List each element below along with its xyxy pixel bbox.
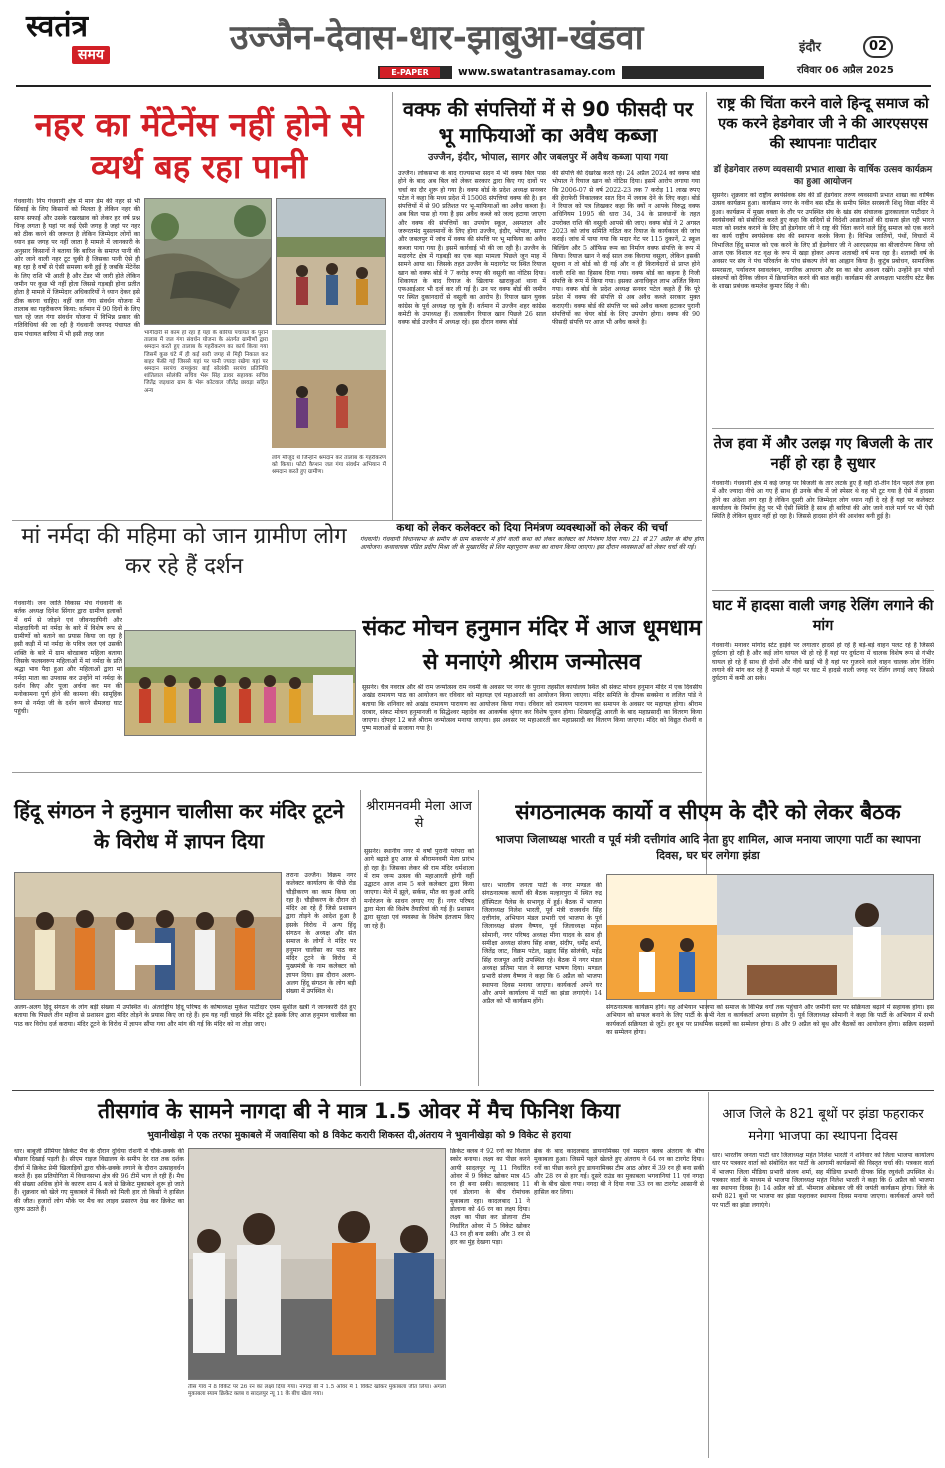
bjp-body-left: धार। भारतीय जनता पार्टी के नगर मण्डल की संगठनात्मक कार्यों की बैठक मल्हारपुरा में स्थित रुद्र हॉस्पिटल पैलेस के सभागृह में हुई। बैठक में भाजपा जिलाध्यक्ष निलेश भारती, पूर्व मंत्री राजवर्धन सिंह दत्तीगांव, अभियान मंडल प्रभारी एवं भाजपा के पूर्व जिलाध्यक्ष संजय वैष्णव, पूर्व जिलाध्यक्ष महेश सोमानी, नगर परिषद अध्यक्ष मीना यादव के साथ ही समीक्षा अध्यक्ष संजय सिंह शक्त, संदीप, धर्मेंद्र शर्मा, जितेंद्र जाट, विक्रम पटेल, प्रह्लाद सिंह सोलंकी, महेंद्र सिंह राजपूत आदि उपस्थित रहे। बैठक में नगर मंडल अध्यक्ष प्रतिमा पाल ने स्वागत भाषण दिया। मण्डल प्रभारी संजय वैष्णव ने कहा कि 6 अप्रैल को भाजपा स्थापना दिवस मनाया जाएगा। कार्यकर्ता अपने घर और अपने कार्यालय में पार्टी का झंडा लगाएंगे। 14 अप्रैल को भी कार्यक्रम होंगे।: [482, 882, 602, 1006]
rss-subhead: डॉ हेडगेवार तरुण व्यवसायी प्रभात शाखा के वार्षिक उत्सव कार्यक्रम का हुआ आयोजन: [713, 165, 933, 187]
ramnavami-headline[interactable]: श्रीरामनवमी मेला आज से: [366, 799, 472, 831]
waqf-body-col2: की संपत्ति की देखरेख करते रहे। 24 अप्रैल 2024 को वक्फ बोर्ड भोपाल ने रियाज खान को नोटिस दिया। इसमें आरोप लगाया गया कि 2006-07 से वर्ष 2022-23 तक 7 करोड़ 11 लाख रुपए की हेराफेरी निकालकर सात दिन में जवाब देने के लिए कहा। बोर्ड ने रियाज को पत्र लिखकर कहा कि क्यों न आपके विरुद्ध वक्फ अधिनियम 1995 की धारा 34, 34 के प्रावधानों के तहत उपरोक्त राशि की वसूली आपसे की जाए। वक्फ बोर्ड ने 2 अगस्त 2023 को जांच समिति गठित कर रियाज के कार्यकाल की जांच कराई। जांच में पाया गया कि मदार गेट पर 115 दुकानें, 2 स्कूल बिल्डिंग और 5 ऑफिस रूम का निर्माण वक्फ संपत्ति के रूप में किया। रियाज खान ने कई साल तक किराया वसूला, लेकिन इसकी सूचना न तो बोर्ड को दी गई और न ही किरायेदारों से प्राप्त होने वाली राशि का हिसाब दिया गया। वक्फ बोर्ड का कहना है निजी संपत्ति के रूप में किया गया। इसका अनाधिकृत लाभ अर्जित किया गया। वक्फ बोर्ड के प्रदेश अध्यक्ष सनवर पटेल कहते हैं कि पूरे प्रदेश में वक्फ की संपत्ति से अब अवैध कब्जे सरकार मुक्त कराएगी। वक्फ बोर्ड की संपत्ति पर बसे अवैध कब्जा हटाकर पुरानी संपत्तियों का चेयर बोर्ड के लिए उपयोग होगा। वक्फ की 90 फीसदी संपत्ति पर आज भी अवैध कब्जे है।: [552, 170, 700, 327]
ghat-body: गंधवानी। मनावर मांगोद स्टेट हाईवे पर लगातार हादसे हो रहे हैं बड़े-बड़े वाहन पलट रहे हैं जिससे दुर्घटना हो रही है और कई लोग घायल भी हो रहे हैं यहां पर दुर्घटना में चालक विशेष रूप से गंभीर घायल हो रहे हैं साथ ही दोनों और नीचे खाई भी है यहां पर गुजरने वाले वाहन चालक लोग रेलिंग लगाने की मांग कर रहे हैं मामले में यहां पर घाट में हादसे वाली जगह पर रेलिंग लगाई जाए जिससे दुर्घटना में कमी आ सके।: [712, 642, 934, 683]
cricket-body-mid: क्रिकेट क्लब ने 92 रनों का विशाल स्कोर बनाया। लक्ष्य का पीछा करने आयी सादलपुर न्यू 11 निर्धारित ओवर में 9 विकेट खोकर मात्र 45 रन ही बना सकी। कादलबाद 11 एवं डोलाना के बीच रोमांचक मुकाबला रहा। कादलबाद 11 ने डोलाना को 46 रन का लक्ष्य दिया। लक्ष्य का पीछा कर डोलाना टीम निर्धारित ओवर में 5 विकेट खोकर 43 रन ही बना सकी। और 3 रन से हार का मुंह देखना पड़ा।: [450, 1148, 530, 1247]
sangathan-body-bottom: अलग-अलग हिंदू संगठन के लोग बड़ी संख्या में उपस्थित थे। अंतर्राष्ट्रीय हिंदू परिषद के कोषाध्यक्ष मुकेश पाटीदार एवम सुशील खत्री ने जानकारी देते हुए बताया कि पिछले तीन महीना से प्रशासन द्वारा मंदिर तोड़ने के प्रयास किए जा रहे हैं। हम यह नहीं चाहते कि मंदिर टूटे इसके लिए आज हनुमान चालीसा का पाठ कर विरोध दर्ज कराया। मंदिर टूटने के विरोध में ज्ञापन सौंपा गया और मांग की गई कि मंदिर को ना तोड़ा जाए।: [14, 1004, 356, 1028]
canal-photo-2: [276, 198, 386, 325]
ramnavami-body: सुसनेर। स्थानीय नगर में वर्षों पुरानी परंपरा को आगे बढ़ाते हुए आज से श्रीरामनवमी मेला प्रारंभ हो रहा है। जिसका लेकर श्री राम मंदिर धर्मशाला में राम जन्म उत्सव की महाआरती होगी वहीं उद्घाटन आज शाम 5 बजे कलेक्टर द्वारा किया जाएगा। मेले में झूले, सर्कस, मौत का कुआं आदि मनोरंजन के साधन लगाए गए हैं। नगर परिषद द्वारा मेला की विशेष तैयारियां की गई हैं। प्रशासन द्वारा सुरक्षा एवं व्यवस्था के विशेष इंतजाम किए जा रहे हैं।: [364, 848, 474, 930]
bjp-body-right: संगठनात्मक कार्यक्रम होंगे। यह अभियान भाजपा को समाज के विभिन्न वर्गों तक पहुंचाने और जमीनी स्तर पर सक्रियता बढ़ाने में सहायक होगा। इस अभियान को सफल बनाने के लिए पार्टी के सभी नेता व कार्यकर्ता अपना सहयोग दें। पूर्व जिलाध्यक्ष सोमानी ने कहा कि पार्टी के अभियान में सभी कार्यकर्ता सक्रियता से जुटें। हर बूथ पर प्राथमिक सदस्यों का सम्मेलन होगा। 8 और 9 अप्रैल को बूथ और बैठकों का आयोजन होगा। सक्रिय सदस्यों का सम्मेलन होगा।: [606, 1004, 934, 1036]
cricket-body-left: धार। बाबूजी प्रीमियर क्रिकेट मैच के दौरान दुधिया रोशनी में चौके-छक्के की बौछार दिखाई पड़ती है। सीएम राइज विद्यालय के समीप देर रात तक दर्शक दीर्घा में क्रिकेट प्रेमी खिलाड़ियों द्वारा चौके-छक्के लगाने के दौरान उत्साहवर्धन करते हैं। इस प्रतियोगिता में विधानसभा क्षेत्र की 96 टीमें भाग ले रही हैं। मैच की संख्या अधिक होने के कारण शाम 4 बजे से क्रिकेट मुकाबले शुरू हो जाते हैं। शुक्रवार को खेले गए मुकाबले में किसी को मिली हार तो किसी ने हासिल की जीत। हजारों लोग मौके पर मैच का लाइव प्रसारण देख कर क्रिकेट का लुत्फ उठाते हैं।: [14, 1148, 184, 1214]
edition-title: उज्जैन-देवास-धार-झाबुआ-खंडवा: [230, 18, 644, 58]
masthead: [0, 0, 945, 86]
sangathan-body-right: तराना उज्जैन। विक्रम नगर कलेक्टर कार्यालय के पीछे रोड चौड़ीकरण का काम किया जा रहा है। चौड़ीकरण के दौरान दो मंदिर आ रहे हैं जिसे प्रशासन द्वारा तोड़ने के आदेश हुआ है इसके विरोध में अन्य हिंदू संगठन के अध्यक्ष और संत समाज के लोगों ने मंदिर पर हनुमान चालीसा का पाठ कर मंदिर टूटने के विरोध में मुख्यमंत्री के नाम कलेक्टर को ज्ञापन दिया। इस दौरान अलग-अलग हिंदू संगठन के लोग बड़ी संख्या में उपस्थित थे।: [286, 872, 356, 996]
logo-line-1: स्वतंत्र: [26, 9, 89, 44]
logo-line-2: समय: [72, 46, 110, 64]
canal-body: गंधवानी। निप गंधवानी क्षेत्र में मान डेम की नहर से भी सिंचाई के लिए किसानों को मिलता है लेकिन नहर की साफ सफाई और उसके रखरखाव को लेकर हर वर्ष प्रश्न चिन्ह लगता है यहां पर कई ऐसी जगह है जहां पर नहर को ठीक करने की जरूरत है लेकिन जिम्मेदार लोगों का ध्यान इस जगह पर नहीं जाता है मामले में जानकारी के अनुसार किसानों ने बताया कि बारिश के समाप्त पानी की ओर जाने वाली नहर टूट चुकी है जिसका पानी ऐसे ही बह रहा है वर्षों से ऐसी समस्या बनी हुई है जबकि मेंटेनेंस के लिए राशि भी आती है और टेंडर भी जारी होते लेकिन जमीन पर कुछ भी नहीं होता जिससे गड़बड़ी होना प्रतीत होता है मामले में जिम्मेदार अधिकारियों ने ध्यान देकर इसे ठीक करना चाहिए। वहीं जल गंगा संवर्धन योजना में तालाब का गहरीकरण किया: वर्तमान में 90 दिनों के लिए चल रहे जल गंगा संवर्धन योजना में विभिन्न प्रकार की गतिविधियां की जा रही है गंधवानी जनपद पंचायत की ग्राम पंचायत बारिया में भी इसी तरह जल: [14, 198, 140, 338]
page-number: 02: [863, 36, 893, 58]
waqf-body-col1: उज्जैन। लोकसभा के बाद राज्यसभा सदन में भी वक्फ बिल पास होने के बाद अब बिल को लेकर सरकार द्वारा किए गए दावों पर चर्चा का दौर शुरू हो गया है। वक्फ बोर्ड के प्रदेश अध्यक्ष सनव्वर पटेल ने कहा कि मध्य प्रदेश में 15008 संपत्तियां वक्फ की है। इन संपत्तियों में से 90 प्रतिशत पर भू-माफियाओं का अवैध कब्जा है। अब बिल पास हो गया है इस अवैध कब्जे को जल्द हटाया जाएगा और वक्फ की संपत्तियों का उपयोग स्कूल, अस्पताल और जरूरतमंद मुसलमानों के लिए होगा उज्जैन, इंदौर, भोपाल, सागर और जबलपुर में जांच में वक्फ की संपत्ति पर भू माफिया का अवैध कब्जा पाया गया है। इसमें कार्रवाई भी की जा रही है। उज्जैन के मदारगेट क्षेत्र में गड़बड़ी का एक बड़ा मामला पिछले जून माह में सामने आया था। जिसके तहत उज्जैन के मदारगेट पर स्थित रियाज खान को वक्फ बोर्ड ने 7 करोड़ रुपए की वसूली का नोटिस दिया। शिकायत के बाद रियाज के खिलाफ खाराकुआं थाना में एफआईआर भी दर्ज कर ली गई है। उन पर वक्फ बोर्ड की जमीन पर स्थित दुकानदारों से वसूली का आरोप है। रियाज खान युवक कांग्रेस के पूर्व अध्यक्ष रह चुके हैं। वर्तमान में उज्जैन शहर कांग्रेस कमेटी के उपाध्यक्ष हैं। तत्कालीन रियाज खान पिछले 26 साल वक्फ बोर्ड उज्जैन में अध्यक्ष रहे। इस दौरान वक्फ बोर्ड: [398, 170, 546, 327]
cricket-photo: [188, 1148, 446, 1380]
city-label: इंदौर: [799, 40, 821, 55]
canal-headline[interactable]: नहर का मेंटेनेंस नहीं होने से व्यर्थ बह रहा पानी: [34, 105, 364, 186]
sangathan-headline[interactable]: हिंदू संगठन ने हनुमान चालीसा कर मंदिर टूटने के विरोध में ज्ञापन दिया: [14, 799, 344, 853]
canal-caption-mid: भागीदारी से काम हो रहा है यहां के बारिया पंचायत के पुराने तालाब में जल गंगा संवर्धन योजना के अंतर्गत ग्रामीणों द्वारा श्रमदान करते हुए तालाब के गहरीकरण का कार्य किया गया जिसमें कुछ घंटे में ही कई सारी जगह से मिट्टी निकाल कर बाहर फेंकी गई जिससे यहां पर पानी ज्यादा रखेगा यहां पर श्रमदान सरपंच रामकुंवर बाई सोलंकी सरपंच प्रतिनिधि शांतिलाल सोलंकी सचिव भेरू सिंह डावर सहायक सचिव जितेंद्र जड़धारा ग्राम के भेरू कोटवाल जीतेंद्र छावड़ा सहित अन्य: [144, 330, 268, 394]
waqf-subhead: उज्जैन, इंदौर, भोपाल, सागर और जबलपुर में अवैध कब्जा पाया गया: [428, 152, 668, 163]
cricket-body-right: ब्रेक के बाद कादलबाद डायनामिक्स एवं मस्तान क्लब अंतराय के बीच मुकाबला हुआ। जिसमें पहले खेलते हुए अंतराय ने 64 रन का टारगेट दिया। रनों का पीछा करने हुए डायनामिक्स टीम आठ ओवर में 39 रन ही बना सकी और 28 रन से हार गई। दूसरे राउंड का मुकाबला भगवानियां 11 एवं नगदा बी के बीच खेला गया। नगदा बी ने दिया गया 33 रन का टारगेट आसानी से हासिल कर लिया।: [534, 1148, 704, 1197]
sangathan-photo: [14, 872, 282, 1000]
electric-body: गंधवानी। गंधवानी क्षेत्र में कई जगह पर बिजली के तार लटके हुए हैं वहीं दो-तीन दिन पहले तेज हवा में और ज्यादा नीचे आ गए हैं साथ ही उनके बीच में जो स्पेसर थे वह भी टूट गया है ऐसे में हादसा होने का अंदेशा लग रहा है लेकिन दूसरी ओर जिम्मेदार लोग ध्यान नहीं दे रहे हैं यहां पर कलेक्टर कार्यालय के निर्माण हेतु पर भी ऐसी स्थिति है साथ ही बारियां की ओर जाने वाले मार्ग पर भी ऐसी स्थिति है लेकिन सुधार नहीं हो रहा है। जिससे हादसा होने की आशंका बनी हुई है।: [712, 480, 934, 521]
katha-body: गंधवानी। गंधवानी विधानसभा के समीप के ग्राम बाकानेर में होने वाली कथा को लेकर कलेक्टर को निमंत्रण दिया गया। 21 से 27 अप्रैल के बीच होगा आयोजन। कथावाचक पंडित प्रदीप मिश्रा जी के मुखारविंद से शिव महापुराण कथा का वाचन किया जाएगा। इस दौरान व्यवस्थाओं को लेकर चर्चा की गई।: [360, 536, 704, 552]
bjp-photo: [606, 874, 934, 1000]
bjp-foundation-headline[interactable]: आज जिले के 821 बूथों पर झंडा फहराकर मनेगा भाजपा का स्थापना दिवस: [722, 1107, 924, 1144]
cricket-subhead: भुवानीखेड़ा ने एक तरफा मुकाबले में जवासिया को 8 विकेट करारी शिकस्त दी,अंतराय ने भुवानीखेड़ा को 9 विकेट से हराया: [147, 1130, 571, 1141]
issue-date: रविवार 06 अप्रैल 2025: [797, 65, 894, 76]
narmada-headline[interactable]: मां नर्मदा की महिमा को जान ग्रामीण लोग कर रहे हैं दर्शन: [21, 524, 347, 579]
brand-logo[interactable]: [26, 10, 146, 80]
waqf-headline[interactable]: वक्फ की संपत्तियों में से 90 फीसदी पर भू माफियाओं का अवैध कब्जा: [402, 97, 694, 147]
rss-body: सुसनेर। शुक्रवार को राष्ट्रीय स्वयंसेवक संघ की डॉ हेडगेवार तरुण व्यवसायी प्रभात शाखा का वार्षिक उत्सव कार्यक्रम हुआ। कार्यक्रम नगर के नवीन बस स्टैंड के समीप स्थित सरस्वती शिशु विद्या मंदिर में हुआ। कार्यक्रम में मुख्य वक्ता के तौर पर उपस्थित संघ के खंड संघ संचालक द्वारकालाल पाटीदार ने स्वयंसेवकों को संबोधित करते हुए कहा कि सदियों से विदेशी आक्रांताओं की दासता झेल रही भारत माता को स्वतंत्र कराने के लिए डॉ हेडगेवार जी ने राष्ट्र की चिंता करने वाले हिंदू समाज को एक करने का कार्य राष्ट्रीय स्वयंसेवक संघ की स्थापना करके किया है। विभिन्न जातियों, पंथों, विचारों में विभाजित हिंदू समाज को एक करने के लिए डॉ हेडगेवार जी ने आरएसएस का बीजारोपण किया जो आज एक विशाल वट वृक्ष के रूप में खड़ा होकर अपना शताब्दी वर्ष मना रहा है। शताब्दी वर्ष के अवसर पर संघ ने पंच परिवर्तन के पांच संकल्प लेने का आह्वान किया है। कुटुंब प्रबोधन, सामाजिक समरसता, पर्यावरण स्वावलंबन, नागरिक आचरण और स्व का बोध अवश्य रखेंगे। उन्होंने इन पांचों संकल्पों को दैनिक जीवन में क्रियान्वित करने की बात कही। कार्यक्रम की अध्यक्षता भारतीय स्टेट बैंक के शाखा प्रबंधक कमलेश कुमार सिंह ने की।: [712, 192, 934, 291]
bjp-headline[interactable]: संगठनात्मक कार्यो व सीएम के दौरे को लेकर बैठक: [515, 800, 901, 824]
cricket-headline[interactable]: तीसगांव के सामने नागदा बी ने मात्र 1.5 ओवर में मैच फिनिश किया: [97, 1099, 621, 1123]
narmada-body: गंधवानी। जन जाति विकास मंच गंधवानी के बर्तक अध्यक्ष दिनेश सिंगार द्वारा ग्रामीण इलाकों में धर्म से जोड़ने एवं जीवनदायिनी और मोक्षदायिनी मां नर्मदा के बारे में विशेष रूप से ग्रामीणों को बताने का प्रयास किया जा रहा है इसी कड़ी में मां नर्मदा के पवित्र जल एवं उसकी शक्ति के बारे में ग्राम बोरडाबरा महिला बताया जिसके फलस्वरूप महिलाओं में मां नर्मदा के प्रति श्रद्धा भाव पैदा हुआ और महिलाओं द्वारा मां नर्मदा माता का उपवास कर उन्होंने मां नर्मदा के दर्शन किए और पूजा अर्चना कर मन की मनोकामना पूर्ण होने की कामना की। सामूहिक रूप से नर्मदा जी के दर्शन करने सैमलदा घाट पहुंची।: [14, 600, 122, 715]
bjp-foundation-body: धार। भारतीय जनता पार्टी धार जिलाध्यक्ष महंत निलेश भारती ने शनिवार को जिला भाजपा कार्यालय धार पर पत्रकार वार्ता को संबोधित कर पार्टी के आगामी कार्यक्रमों की विस्तृत चर्चा की। पत्रकार वार्ता में भाजपा जिला मीडिया प्रभारी संजय शर्मा, सह मीडिया प्रभारी दीपक सिंह रघुवंशी उपस्थित थे। पत्रकार वार्ता के माध्यम से भाजपा जिलाध्यक्ष महंत निलेश भारती ने कहा कि 6 अप्रैल को भाजपा का स्थापना दिवस है। 14 अप्रैल को डॉ. भीमराव अंबेडकर जी की जयंती कार्यक्रम होगा। जिले के सभी 821 बूथों पर भाजपा का झंडा फहराकर स्थापना दिवस मनाया जाएगा। कार्यकर्ता अपने घरों पर पार्टी का झंडा लगाएंगे।: [712, 1152, 934, 1209]
rss-headline[interactable]: राष्ट्र की चिंता करने वाले हिन्दू समाज को एक करने हेडगेवार जी ने की आरएसएस की स्थापनाः पाटीदार: [717, 96, 929, 152]
electric-headline[interactable]: तेज हवा में और उलझ गए बिजली के तार नहीं हो रहा है सुधार: [713, 436, 933, 472]
narmada-photo: [124, 630, 356, 736]
hanuman-temple-body: सुसनेर। चैत्र नवरात्र और श्री राम जन्मोत्सव राम नवमी के अवसर पर नगर के पुराना तहसील कार्यालय स्थित श्री संकट मोचन हनुमान मंदिर में एक दिवसीय अखंड रामायण पाठ का आयोजन कर रविवार को महायज्ञ एवं महाआरती का आयोजन किया जाएगा। मंदिर समिति के दीपक सक्सेना व ललित पांडे ने बताया कि शनिवार को अखंड रामायण पारायण का आयोजन किया गया। रविवार को रामायण पारायण का समापन के अवसर पर महायज्ञ होगा। श्रीराम दरबार, संकट मोचन हनुमानजी व सिद्धेश्वर महादेव का आकर्षक श्रृंगार कर विशेष पूजन होगा। शिखरवृद्धि आरती के बाद महाप्रसादी का वितरण किया जाएगा। दोपहर 12 बजे श्रीराम जन्मोत्सव मनाया जाएगा। इस अवसर पर महाआरती कर महाप्रसादी का वितरण किया जाएगा। मंदिर को विद्युत रोशनी व पुष्प मालाओं से सजाया गया है।: [362, 684, 702, 733]
epaper-label: E-PAPER: [380, 67, 440, 78]
canal-caption-right: लोग मौजूद थे जिन्होंने श्रमदान कर तालाब के गहरीकरण को किया। फोटो कैप्शन जल गंगा संवर्धन अभियान में श्रमदान करते हुए ग्रामीण।: [272, 455, 386, 476]
website-link[interactable]: www.swatantrasamay.com: [452, 66, 622, 79]
canal-photo-1: [144, 198, 272, 325]
hanuman-temple-headline[interactable]: संकट मोचन हनुमान मंदिर में आज धूमधाम से मनाएंगे श्रीराम जन्मोत्सव: [362, 616, 702, 675]
katha-headline[interactable]: कथा को लेकर कलेक्टर को दिया निमंत्रण व्यवस्थाओं को लेकर की चर्चा: [396, 522, 668, 534]
ghat-headline[interactable]: घाट में हादसा वाली जगह रेलिंग लगाने की मांग: [712, 598, 934, 634]
bjp-subhead: भाजपा जिलाध्यक्ष भारती व पूर्व मंत्री दत्तीगांव आदि नेता हुए शामिल, आज मनाया जाएगा पार्टी का स्थापना दिवस, घर घर लगेगा झंडा: [495, 833, 921, 862]
canal-body-cont: [272, 330, 386, 450]
cricket-caption: तीस गांव ने 8 विकेट पर 26 रन का लक्ष्य दिया गया। नागदा बी ने 1.5 ओवर में 1 विकेट खोकर मुकाबला जीत लिया। अगला मुकाबला स्याम क्रिकेट क्लब व सादलपुर न्यू 11 के बीच खेला गया।: [188, 1384, 446, 1398]
